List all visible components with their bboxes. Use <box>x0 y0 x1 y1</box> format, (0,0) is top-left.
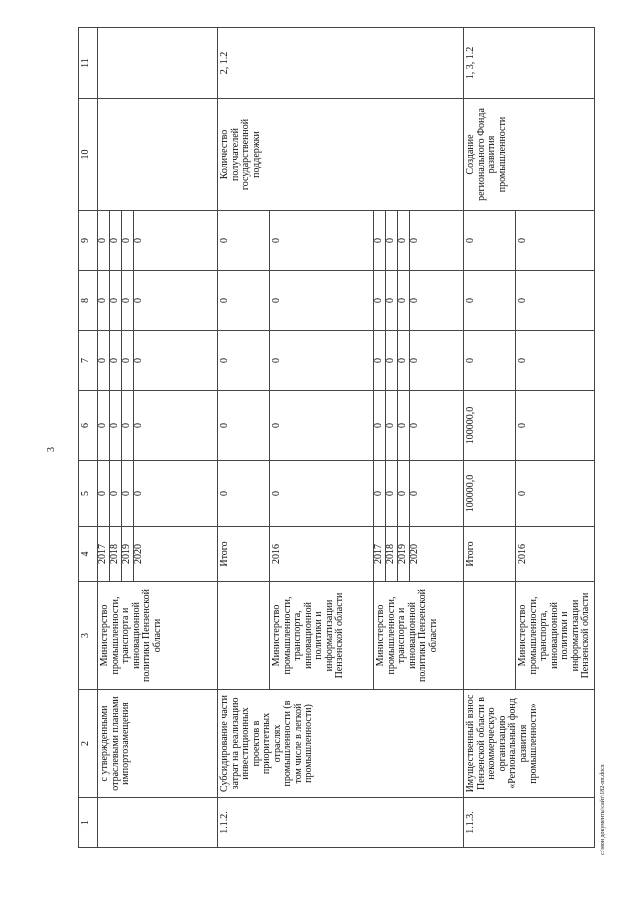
value-cell: 0 <box>110 271 122 330</box>
value-cell: 0 <box>386 461 398 526</box>
value-cell: 0 <box>409 298 420 303</box>
year-cell: 2020 <box>409 544 420 564</box>
links: 2, 1.2 <box>218 28 464 99</box>
value-cell: 0 <box>398 461 410 526</box>
col6-values <box>374 391 464 461</box>
value-cell: 0 <box>270 331 374 391</box>
value-cell: 0 <box>270 211 374 271</box>
col-num-11: 11 <box>79 28 98 99</box>
table-row <box>98 28 218 848</box>
year-list <box>374 527 464 582</box>
value-cell: 100000,0 <box>464 391 516 461</box>
col5-values <box>374 461 464 527</box>
links: 1, 3, 1.2 <box>464 28 595 99</box>
year-cell: 2016 <box>270 527 374 582</box>
col8-values <box>98 271 218 331</box>
col-num-8: 8 <box>79 271 98 331</box>
value-cell: 0 <box>374 211 386 270</box>
value-cell: 0 <box>464 331 516 391</box>
value-cell: 0 <box>218 461 270 527</box>
value-cell: 0 <box>122 331 134 390</box>
value-cell: 0 <box>122 271 134 330</box>
responsible-ministry: Министерство промышленности, транспорта и инновационной политики Пензенской области <box>374 582 464 690</box>
value-cell: 0 <box>110 391 122 460</box>
responsible-ministry <box>464 582 516 690</box>
value-cell: 0 <box>270 271 374 331</box>
value-cell: 0 <box>98 331 110 390</box>
col-num-9: 9 <box>79 211 98 271</box>
value-cell: 0 <box>386 391 398 460</box>
responsible-ministry: Министерство промышленности, транспорта, инновационной политики и информатизации Пензенской области <box>516 582 595 690</box>
col5-values <box>98 461 218 527</box>
year-cell: 2019 <box>122 527 134 581</box>
year-list <box>98 527 218 582</box>
col-num-10: 10 <box>79 99 98 211</box>
value-cell: 0 <box>398 271 410 330</box>
table-row <box>464 28 516 848</box>
value-cell: 0 <box>218 211 270 271</box>
col9-values <box>374 211 464 271</box>
col-num-4: 4 <box>79 527 98 582</box>
measure-name: Субсидирование части затрат на реализацию инвестиционных проектов в приоритетных отраслях промышленности (в том числе в легкой промышленности) <box>218 690 464 798</box>
value-cell: 0 <box>122 391 134 460</box>
responsible-ministry <box>218 582 270 690</box>
value-cell: 0 <box>122 461 134 526</box>
value-cell: 0 <box>218 391 270 461</box>
table-row <box>218 28 270 848</box>
value-cell: 0 <box>398 331 410 390</box>
value-cell: 0 <box>374 391 386 460</box>
value-cell: 0 <box>110 331 122 390</box>
value-cell: 0 <box>409 423 420 428</box>
value-cell: 100000,0 <box>464 461 516 527</box>
program-table-sheet <box>78 28 591 848</box>
value-cell: 0 <box>133 358 144 363</box>
indicator: Количество получателей государственной поддержки <box>218 99 464 211</box>
value-cell: 0 <box>386 331 398 390</box>
value-cell: 0 <box>133 298 144 303</box>
page-number: 3 <box>46 447 57 452</box>
year-cell: 2018 <box>386 527 398 581</box>
col7-values <box>98 331 218 391</box>
value-cell: 0 <box>110 211 122 270</box>
year-cell: 2017 <box>374 527 386 581</box>
value-cell: 0 <box>270 391 374 461</box>
value-cell: 0 <box>270 461 374 527</box>
measure-name: Имущественный взнос Пензенской области в некоммерческую организацию «Региональный фонд развития промышленности» <box>464 690 595 798</box>
responsible-ministry: Министерство промышленности, транспорта, инновационной политики и информатизации Пензенской области <box>270 582 374 690</box>
value-cell: 0 <box>218 271 270 331</box>
col-num-6: 6 <box>79 391 98 461</box>
value-cell: 0 <box>133 238 144 243</box>
value-cell: 0 <box>122 211 134 270</box>
responsible-ministry: Министерство промышленности, транспорта и инновационной политики Пензенской области <box>98 582 218 690</box>
year-cell: 2019 <box>398 527 410 581</box>
value-cell: 0 <box>516 211 595 271</box>
year-cell: 2016 <box>516 527 595 582</box>
value-cell: 0 <box>398 211 410 270</box>
row-number: 1.1.2. <box>218 798 464 848</box>
itogo-label: Итого <box>218 527 270 582</box>
col-num-2: 2 <box>79 690 98 798</box>
value-cell: 0 <box>409 491 420 496</box>
measure-name: с утвержденными отраслевыми планами импортозамещения <box>98 690 218 798</box>
value-cell: 0 <box>374 461 386 526</box>
col7-values <box>374 331 464 391</box>
year-cell: 2017 <box>98 527 110 581</box>
row-number <box>98 798 218 848</box>
col8-values <box>374 271 464 331</box>
value-cell: 0 <box>398 391 410 460</box>
col-num-3: 3 <box>79 582 98 690</box>
value-cell: 0 <box>409 358 420 363</box>
value-cell: 0 <box>98 271 110 330</box>
value-cell: 0 <box>374 271 386 330</box>
value-cell: 0 <box>516 461 595 527</box>
value-cell: 0 <box>464 271 516 331</box>
year-cell: 2020 <box>133 544 144 564</box>
value-cell: 0 <box>516 331 595 391</box>
value-cell: 0 <box>516 271 595 331</box>
indicator: Создание регионального Фонда развития промышленности <box>464 99 595 211</box>
value-cell: 0 <box>98 211 110 270</box>
value-cell: 0 <box>98 391 110 460</box>
col-num-5: 5 <box>79 461 98 527</box>
indicator <box>98 99 218 211</box>
links <box>98 28 218 99</box>
footer-file-path: c:\мои документы\сайт\182-пп.docx <box>600 764 606 855</box>
value-cell: 0 <box>464 211 516 271</box>
value-cell: 0 <box>218 331 270 391</box>
col-num-1: 1 <box>79 798 98 848</box>
row-number: 1.1.3. <box>464 798 595 848</box>
value-cell: 0 <box>386 271 398 330</box>
col9-values <box>98 211 218 271</box>
itogo-label: Итого <box>464 527 516 582</box>
value-cell: 0 <box>409 238 420 243</box>
value-cell: 0 <box>110 461 122 526</box>
value-cell: 0 <box>133 423 144 428</box>
value-cell: 0 <box>516 391 595 461</box>
column-number-row <box>79 28 98 848</box>
col6-values <box>98 391 218 461</box>
value-cell: 0 <box>98 461 110 526</box>
value-cell: 0 <box>386 211 398 270</box>
value-cell: 0 <box>374 331 386 390</box>
col-num-7: 7 <box>79 331 98 391</box>
year-cell: 2018 <box>110 527 122 581</box>
value-cell: 0 <box>133 491 144 496</box>
program-table <box>78 27 595 848</box>
